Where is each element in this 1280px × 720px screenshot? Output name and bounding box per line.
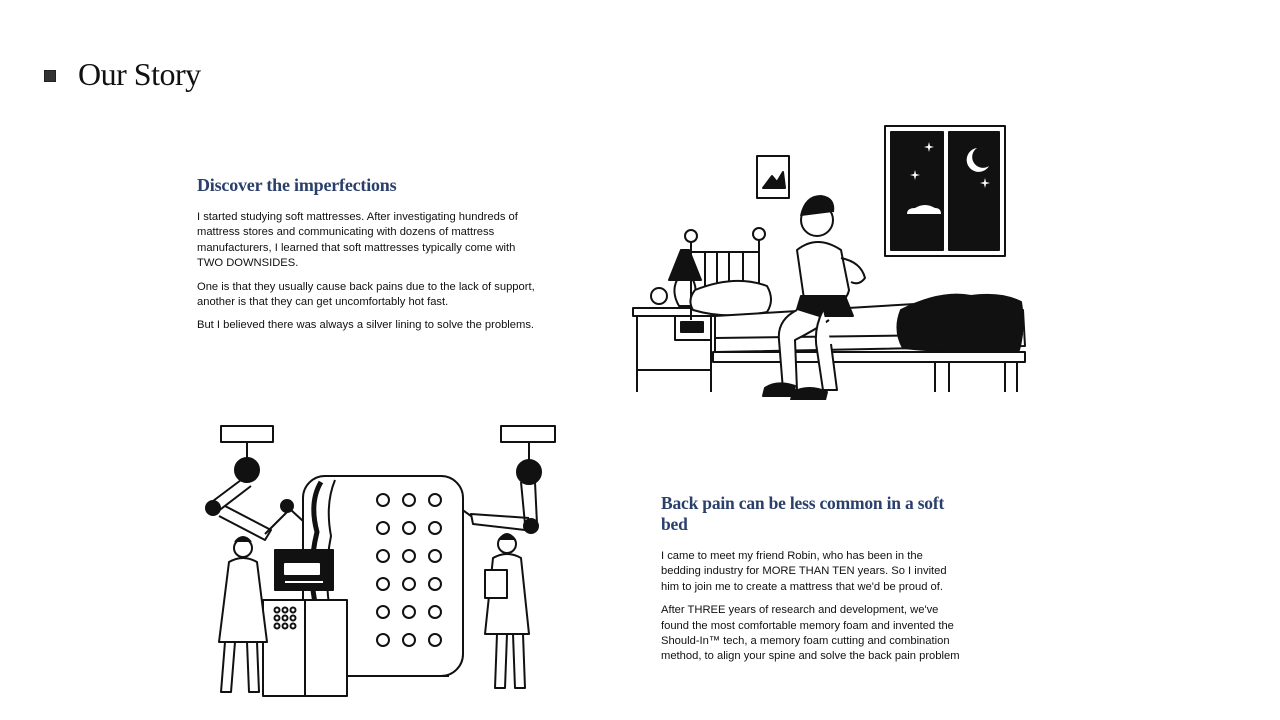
ceiling-mount-icon: [221, 426, 273, 442]
section-imperfections: [197, 175, 542, 342]
window-icon: [885, 126, 1005, 256]
alarm-clock-icon: [651, 288, 667, 304]
ceiling-mount-icon: [501, 426, 555, 442]
factory-illustration: [195, 420, 565, 705]
section-paragraph: But I believed there was always a silver lining to solve the problems.: [197, 319, 535, 332]
section-heading: Back pain can be less common in a soft bed: [661, 493, 945, 534]
section-back-pain: [661, 493, 961, 673]
section-heading: Discover the imperfections: [197, 175, 397, 195]
bedroom-illustration: [625, 120, 1035, 400]
monitor-icon: [275, 550, 333, 590]
section-paragraph: I started studying soft mattresses. After investigating hundreds of mattress stores and communicating with dozens of mattress manufacturers, I learned that soft mattresses typically come with TWO DOWNSIDES.: [197, 211, 518, 270]
worker-icon: [219, 537, 267, 692]
man-with-back-pain-icon: [763, 196, 865, 400]
worker-icon: [485, 534, 529, 688]
title-bullet: [44, 70, 56, 82]
control-cabinet-icon: [263, 600, 347, 696]
robot-arm-icon: [206, 442, 315, 540]
section-paragraph: After THREE years of research and development, we've found the most comfortable memory foam and invented the Should-In™ tech, a memory foam cutting and combination method, to align your spine and solve the back pain problem: [661, 604, 960, 663]
section-paragraph: One is that they usually cause back pains due to the lack of support, another is that they can get uncomfortably hot fast.: [197, 280, 535, 309]
nightstand-icon: [633, 308, 715, 392]
page-title: Our Story: [78, 56, 201, 92]
blanket-icon: [897, 295, 1022, 352]
section-paragraph: I came to meet my friend Robin, who has been in the bedding industry for MORE THAN TEN years. So I invited him to join me to create a mattress that we'd be proud of.: [661, 550, 947, 593]
